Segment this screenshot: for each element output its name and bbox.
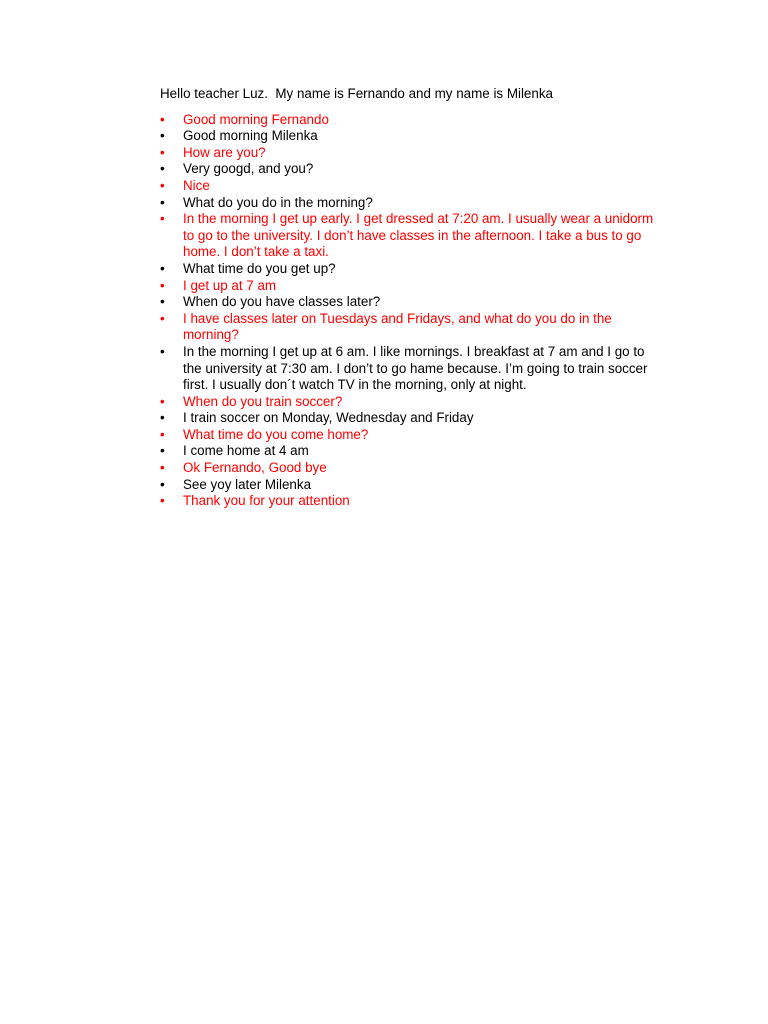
bullet-icon <box>160 477 170 494</box>
dialogue-text: See yoy later Milenka <box>183 476 312 492</box>
bullet-icon <box>160 112 170 129</box>
bullet-icon <box>160 294 170 311</box>
bullet-icon <box>160 493 170 510</box>
dialogue-text: I get up at 7 am <box>183 277 277 293</box>
dialogue-line-teacher <box>160 178 660 195</box>
bullet-icon <box>160 211 170 228</box>
dialogue-line-student <box>160 443 660 460</box>
dialogue-text: Thank you for your attention <box>183 493 350 509</box>
bullet-icon <box>160 178 170 195</box>
dialogue-text: Nice <box>183 177 210 193</box>
dialogue-list <box>160 112 660 510</box>
dialogue-line-teacher <box>160 460 660 477</box>
bullet-icon <box>160 145 170 162</box>
bullet-icon <box>160 460 170 477</box>
dialogue-line-student <box>160 161 660 178</box>
dialogue-line-teacher <box>160 211 660 261</box>
dialogue-line-student <box>160 477 660 494</box>
dialogue-line-teacher <box>160 493 660 510</box>
bullet-icon <box>160 410 170 427</box>
dialogue-line-teacher <box>160 145 660 162</box>
bullet-icon <box>160 195 170 212</box>
dialogue-text: What do you do in the morning? <box>183 194 373 210</box>
dialogue-text: In the morning I get up at 6 am. I like mornings. I breakfast at 7 am and I go to the university at 7:30 am. I don’t to go hame because. I’m going to train soccer first. I usually don´t watch TV in the morning, only at night. <box>183 343 648 393</box>
bullet-icon <box>160 278 170 295</box>
bullet-icon <box>160 344 170 361</box>
bullet-icon <box>160 311 170 328</box>
dialogue-text: I train soccer on Monday, Wednesday and Friday <box>183 410 474 426</box>
dialogue-text: What time do you get up? <box>183 260 336 276</box>
bullet-icon <box>160 128 170 145</box>
dialogue-line-teacher <box>160 278 660 295</box>
dialogue-text: Ok Fernando, Good bye <box>183 460 327 476</box>
dialogue-line-student <box>160 128 660 145</box>
dialogue-line-student <box>160 261 660 278</box>
dialogue-line-teacher <box>160 394 660 411</box>
dialogue-line-student <box>160 195 660 212</box>
dialogue-text: Good morning Fernando <box>183 111 329 127</box>
dialogue-text: Good morning Milenka <box>183 128 318 144</box>
bullet-icon <box>160 427 170 444</box>
dialogue-line-student <box>160 344 660 394</box>
document-page <box>160 86 660 510</box>
dialogue-text: I come home at 4 am <box>183 443 309 459</box>
dialogue-text: When do you have classes later? <box>183 294 381 310</box>
dialogue-line-student <box>160 410 660 427</box>
dialogue-line-student <box>160 294 660 311</box>
dialogue-line-teacher <box>160 311 660 344</box>
dialogue-text: When do you train soccer? <box>183 393 343 409</box>
bullet-icon <box>160 394 170 411</box>
dialogue-text: In the morning I get up early. I get dressed at 7:20 am. I usually wear a unidorm to go to the university. I don’t have classes in the afternoon. I take a bus to go home. I don’t take a taxi. <box>183 211 654 260</box>
dialogue-line-teacher <box>160 112 660 129</box>
bullet-icon <box>160 261 170 278</box>
dialogue-line-teacher <box>160 427 660 444</box>
dialogue-text: What time do you come home? <box>183 426 369 442</box>
dialogue-text: I have classes later on Tuesdays and Fridays, and what do you do in the morning? <box>183 310 612 343</box>
dialogue-text: Very googd, and you? <box>183 161 314 177</box>
intro-line: Hello teacher Luz. My name is Fernando and my name is Milenka <box>160 86 553 101</box>
bullet-icon <box>160 161 170 178</box>
dialogue-text: How are you? <box>183 144 266 160</box>
bullet-icon <box>160 443 170 460</box>
